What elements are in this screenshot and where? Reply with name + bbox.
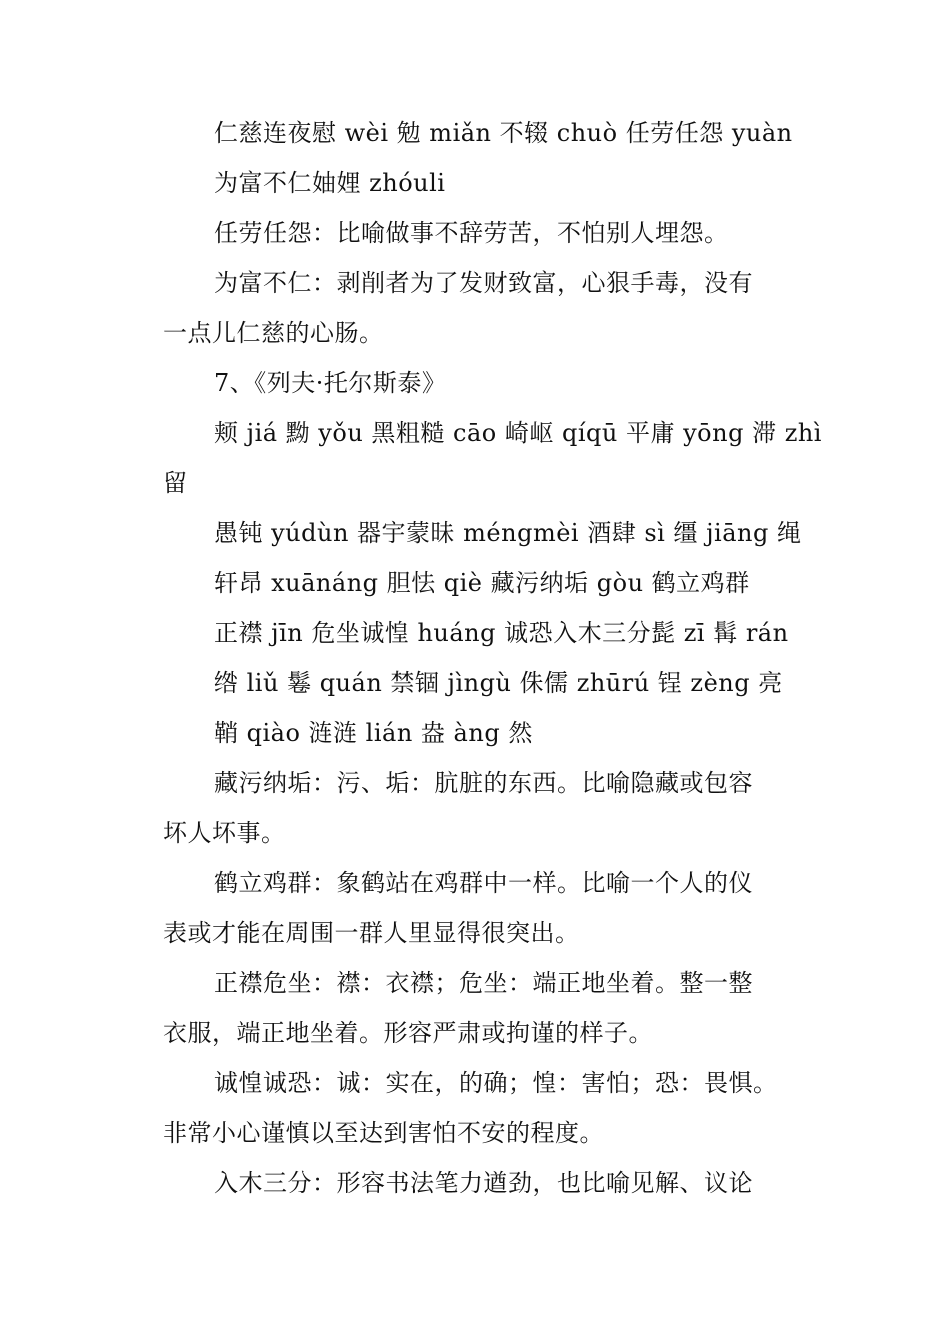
text-line: 任劳任怨：比喻做事不辞劳苦，不怕别人埋怨。 xyxy=(214,219,729,247)
text-line: 绺 liǔ 鬈 quán 禁锢 jìngù 侏儒 zhūrú 锃 zèng 亮 xyxy=(214,669,783,697)
text-line: 正襟危坐：襟：衣襟；危坐：端正地坐着。整一整 xyxy=(214,969,753,997)
text-line: 轩昂 xuānáng 胆怯 qiè 藏污纳垢 gòu 鹤立鸡群 xyxy=(214,569,750,597)
text-line: 非常小心谨慎以至达到害怕不安的程度。 xyxy=(163,1119,604,1147)
text-line: 鹤立鸡群：象鹤站在鸡群中一样。比喻一个人的仪 xyxy=(214,869,753,897)
text-line: 仁慈连夜慰 wèi 勉 miǎn 不辍 chuò 任劳任怨 yuàn xyxy=(214,119,793,147)
text-line: 鞘 qiào 涟涟 lián 盎 àng 然 xyxy=(214,719,533,747)
text-line: 入木三分：形容书法笔力遒劲，也比喻见解、议论 xyxy=(214,1169,753,1197)
text-line: 留 xyxy=(163,469,188,497)
text-line: 为富不仁：剥削者为了发财致富，心狠手毒，没有 xyxy=(214,269,753,297)
text-line: 表或才能在周围一群人里显得很突出。 xyxy=(163,919,580,947)
text-line: 一点儿仁慈的心肠。 xyxy=(163,319,384,347)
text-line: 衣服，端正地坐着。形容严肃或拘谨的样子。 xyxy=(163,1019,653,1047)
text-line: 为富不仁妯娌 zhóuli xyxy=(214,169,446,197)
text-line: 诚惶诚恐：诚：实在，的确；惶：害怕；恐：畏惧。 xyxy=(214,1069,778,1097)
text-line: 坏人坏事。 xyxy=(163,819,286,847)
text-line: 愚钝 yúdùn 器宇蒙昧 méngmèi 酒肆 sì 缰 jiāng 绳 xyxy=(214,519,802,547)
section-heading: 7、《列夫·托尔斯泰》 xyxy=(214,369,447,397)
text-line: 藏污纳垢：污、垢：肮脏的东西。比喻隐藏或包容 xyxy=(214,769,753,797)
text-line: 正襟 jīn 危坐诚惶 huáng 诚恐入木三分髭 zī 髯 rán xyxy=(214,619,789,647)
text-line: 颊 jiá 黝 yǒu 黑粗糙 cāo 崎岖 qíqū 平庸 yōng 滞 zhì xyxy=(214,419,822,447)
